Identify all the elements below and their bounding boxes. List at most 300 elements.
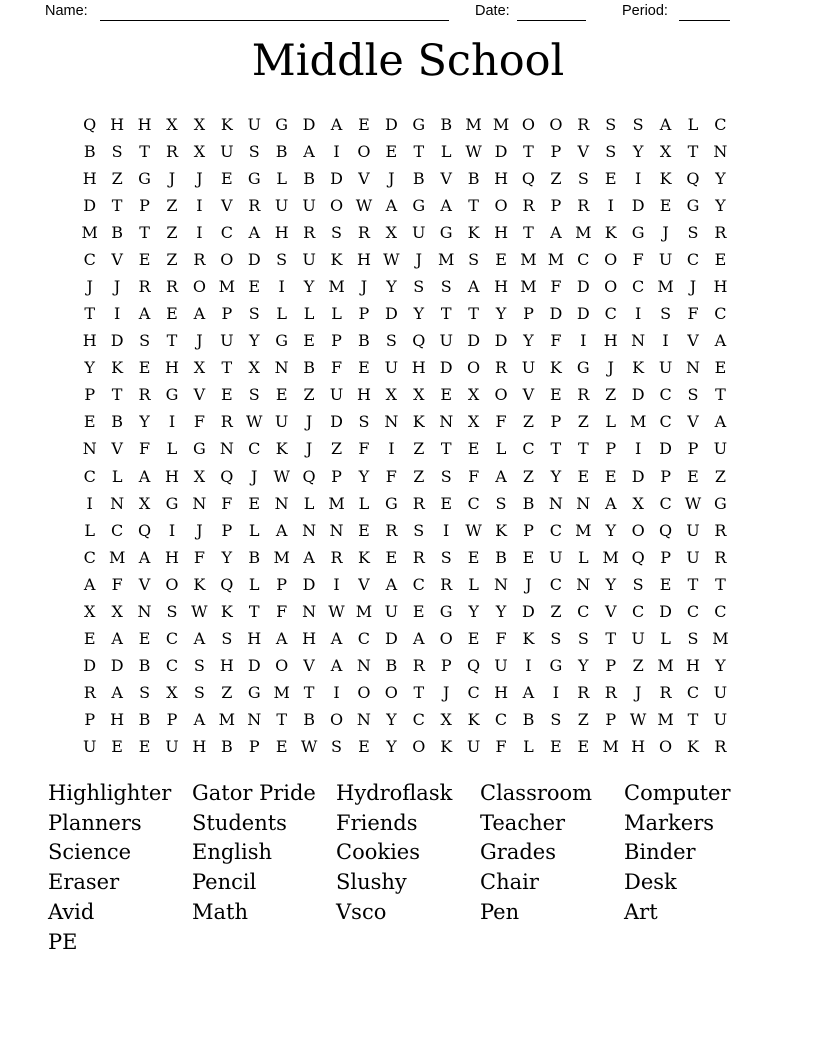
grid-letter-r3-c20: E [604,168,617,188]
grid-letter-r11-c7: S [248,385,260,405]
grid-letter-r6-c11: H [356,249,371,269]
grid-letter-r16-c6: P [221,520,233,540]
grid-letter-r5-c19: M [575,222,592,242]
grid-letter-r10-c22: U [658,358,673,378]
grid-letter-r15-c4: G [165,493,179,513]
grid-letter-r2-c11: O [357,141,371,161]
grid-letter-r20-c10: A [330,629,343,649]
grid-letter-r4-c24: Y [715,195,726,215]
grid-letter-r5-c24: R [714,222,727,242]
grid-letter-r13-c13: Z [413,439,425,459]
grid-letter-r11-c17: V [522,385,535,405]
grid-letter-r2-c13: T [413,141,425,161]
grid-letter-r18-c16: N [494,574,509,594]
grid-letter-r6-c19: C [577,249,590,269]
grid-letter-r4-c20: I [607,195,614,215]
grid-letter-r8-c19: D [576,304,590,324]
grid-letter-r10-c17: U [521,358,536,378]
word-item: Eraser [48,870,120,895]
grid-letter-r13-c22: D [659,439,672,459]
grid-letter-r15-c1: I [86,493,93,513]
grid-letter-r13-c16: L [495,439,507,459]
grid-letter-r12-c23: V [687,412,699,432]
grid-letter-r20-c24: M [712,629,729,649]
grid-letter-r2-c18: P [550,141,562,161]
grid-letter-r24-c5: H [192,737,207,757]
grid-letter-r7-c21: C [632,277,645,296]
grid-letter-r17-c6: Y [221,547,233,567]
grid-letter-r7-c9: Y [303,277,315,296]
grid-letter-r17-c21: Q [631,547,645,567]
grid-letter-r8-c13: Y [413,304,425,324]
grid-letter-r2-c24: N [713,141,728,161]
grid-letter-r20-c21: U [631,629,645,649]
grid-letter-r24-c11: E [358,737,370,757]
grid-letter-r11-c15: X [467,385,480,405]
grid-letter-r19-c12: U [384,601,399,621]
grid-letter-r13-c14: T [440,439,452,459]
grid-letter-r18-c13: C [412,574,425,594]
grid-letter-r1-c6: K [220,114,233,134]
grid-letter-r11-c10: U [329,385,344,405]
grid-letter-r9-c7: Y [248,331,260,351]
grid-letter-r20-c5: A [193,629,206,649]
grid-letter-r13-c6: N [219,439,234,459]
grid-letter-r16-c17: P [523,520,534,540]
grid-letter-r8-c20: C [604,304,617,324]
grid-letter-r6-c1: C [83,249,96,269]
grid-letter-r2-c16: D [494,141,508,161]
grid-letter-r4-c14: A [440,195,452,215]
grid-letter-r5-c9: R [303,222,316,242]
grid-letter-r13-c2: V [111,439,123,459]
grid-letter-r23-c24: U [713,710,728,730]
grid-letter-r5-c12: X [385,222,398,242]
grid-letter-r22-c7: G [247,683,261,703]
grid-letter-r12-c10: D [330,412,343,432]
grid-letter-r19-c3: N [137,601,152,621]
grid-letter-r18-c4: O [165,574,179,594]
grid-letter-r16-c1: L [84,520,96,540]
grid-letter-r6-c8: S [276,249,288,269]
grid-letter-r5-c17: T [523,222,534,242]
grid-letter-r6-c12: W [383,249,400,269]
grid-letter-r22-c8: M [273,683,290,703]
grid-letter-r23-c23: T [687,710,699,730]
grid-letter-r13-c4: L [166,439,178,459]
grid-letter-r15-c8: N [274,493,289,513]
grid-letter-r12-c7: W [246,412,263,432]
grid-letter-r10-c19: G [576,358,590,378]
grid-letter-r21-c14: P [440,656,452,676]
grid-letter-r15-c13: R [412,493,425,513]
grid-letter-r7-c23: J [689,277,697,296]
grid-letter-r18-c9: D [302,574,316,594]
grid-letter-r23-c22: M [657,710,674,730]
grid-letter-r3-c17: Q [521,168,536,188]
grid-letter-r12-c17: Z [522,412,535,432]
grid-letter-r1-c10: A [330,114,343,134]
grid-letter-r23-c10: O [329,710,344,730]
grid-letter-r6-c9: U [302,249,316,269]
grid-letter-r4-c13: G [412,195,426,215]
grid-letter-r1-c13: G [412,114,426,134]
grid-letter-r7-c4: R [165,277,178,296]
grid-letter-r5-c11: R [357,222,370,242]
grid-letter-r4-c2: T [111,195,123,215]
grid-letter-r2-c23: T [687,141,699,161]
grid-letter-r4-c7: R [248,195,261,215]
grid-letter-r18-c18: C [549,574,562,594]
grid-letter-r7-c15: A [467,277,480,296]
grid-letter-r15-c14: E [440,493,453,513]
grid-letter-r5-c13: U [412,222,426,242]
grid-letter-r4-c18: P [550,195,562,215]
grid-letter-r24-c3: E [138,737,151,757]
grid-letter-r12-c12: N [384,412,399,432]
grid-letter-r8-c1: T [84,304,96,324]
word-item: Slushy [336,870,407,895]
grid-letter-r2-c9: A [303,141,315,161]
grid-letter-r13-c17: C [522,439,535,459]
grid-letter-r17-c5: F [193,547,205,567]
grid-letter-r2-c8: B [275,141,288,161]
grid-letter-r24-c12: Y [386,737,397,757]
grid-letter-r3-c19: S [577,168,589,188]
grid-letter-r3-c6: E [220,168,233,188]
grid-letter-r8-c16: Y [495,304,507,324]
grid-letter-r19-c1: X [84,601,96,621]
grid-letter-r11-c20: Z [605,385,617,405]
grid-letter-r2-c7: S [248,141,260,161]
grid-letter-r22-c16: H [494,683,509,703]
grid-letter-r19-c5: W [191,601,208,621]
grid-letter-r16-c15: W [465,520,482,540]
grid-letter-r16-c21: O [631,520,645,540]
grid-letter-r22-c14: J [442,683,450,703]
grid-letter-r18-c15: L [468,574,479,594]
grid-letter-r15-c7: E [248,493,261,513]
grid-letter-r20-c2: A [111,629,123,649]
grid-letter-r7-c10: M [328,277,345,296]
grid-letter-r13-c24: U [713,439,728,459]
grid-letter-r6-c5: R [193,249,206,269]
grid-letter-r24-c23: K [687,737,699,757]
grid-letter-r12-c9: J [305,412,313,432]
grid-letter-r19-c13: E [412,601,425,621]
grid-letter-r1-c5: X [193,114,206,134]
grid-letter-r23-c6: M [218,710,236,730]
grid-letter-r21-c4: C [165,656,179,676]
grid-letter-r14-c23: E [687,466,699,486]
grid-letter-r5-c6: C [220,222,233,242]
name-blank-line [100,4,449,21]
grid-letter-r10-c15: O [467,358,481,378]
grid-letter-r21-c3: B [138,656,151,676]
grid-letter-r23-c19: Z [577,710,589,730]
grid-letter-r20-c9: H [302,629,317,649]
grid-letter-r15-c9: L [303,493,315,513]
word-item: Pencil [192,870,257,895]
word-item: Gator Pride [192,781,316,805]
grid-letter-r16-c7: L [248,520,260,540]
grid-letter-r16-c19: M [575,520,592,540]
grid-letter-r12-c4: I [168,412,176,432]
grid-letter-r17-c1: C [83,547,96,567]
grid-letter-r13-c8: K [275,439,288,459]
word-search-grid [76,111,734,761]
grid-letter-r23-c3: B [138,710,151,730]
grid-letter-r24-c7: P [248,737,260,757]
grid-letter-r4-c22: E [659,195,672,215]
grid-letter-r12-c11: S [358,412,370,432]
grid-letter-r3-c24: Y [715,168,726,188]
grid-letter-r8-c9: L [303,304,315,324]
grid-letter-r11-c24: T [715,385,726,405]
grid-letter-r13-c10: Z [330,439,343,459]
grid-letter-r18-c2: F [111,574,123,594]
grid-letter-r22-c12: O [384,683,398,703]
word-item: Desk [624,870,677,895]
grid-letter-r24-c8: E [275,737,288,757]
grid-letter-r15-c12: G [384,493,398,513]
grid-letter-r17-c4: H [165,547,179,567]
grid-letter-r18-c7: L [248,574,260,594]
grid-letter-r20-c17: K [522,629,535,649]
grid-letter-r5-c2: B [111,222,124,242]
grid-letter-r22-c10: I [333,683,340,703]
grid-letter-r20-c13: A [412,629,425,649]
grid-letter-r16-c9: N [302,520,317,540]
grid-letter-r9-c18: F [550,331,562,351]
grid-letter-r6-c17: M [520,249,537,269]
grid-letter-r22-c3: S [139,683,151,703]
grid-letter-r5-c7: A [248,222,261,242]
grid-letter-r23-c20: P [605,710,617,730]
grid-letter-r7-c16: H [494,277,509,296]
grid-letter-r14-c6: Q [220,466,234,486]
grid-letter-r10-c1: Y [84,358,95,378]
grid-letter-r10-c20: J [607,358,614,378]
grid-letter-r1-c9: D [302,114,316,134]
grid-letter-r3-c13: B [412,168,425,188]
grid-letter-r17-c20: M [602,547,619,567]
grid-letter-r7-c7: E [248,277,261,296]
grid-letter-r1-c19: R [577,114,590,134]
word-item: Teacher [480,810,566,835]
grid-letter-r10-c12: U [384,358,399,378]
grid-letter-r17-c11: K [357,547,370,567]
word-list [48,779,788,957]
grid-letter-r9-c15: D [467,331,481,351]
word-item: Avid [48,899,95,924]
grid-letter-r16-c12: R [385,520,398,540]
grid-letter-r1-c18: O [549,114,563,134]
word-item: Chair [480,870,539,895]
grid-letter-r7-c22: M [657,277,674,296]
grid-letter-r19-c4: S [166,601,178,621]
grid-letter-r10-c18: K [549,358,562,378]
grid-letter-r4-c15: T [468,195,479,215]
grid-letter-r11-c23: S [687,385,699,405]
grid-letter-r7-c6: M [218,277,236,296]
grid-letter-r14-c13: Z [413,466,425,486]
grid-letter-r11-c8: E [275,385,288,405]
grid-letter-r2-c2: S [111,141,123,161]
grid-letter-r23-c16: C [494,710,508,730]
grid-letter-r19-c6: K [220,601,233,621]
grid-letter-r6-c21: F [632,249,644,269]
grid-letter-r2-c12: E [385,141,398,161]
grid-letter-r24-c13: O [412,737,426,757]
grid-letter-r18-c1: A [83,574,96,594]
grid-letter-r24-c22: O [659,737,673,757]
grid-letter-r24-c20: M [602,737,619,757]
grid-letter-r9-c6: U [220,331,234,351]
grid-letter-r10-c13: H [411,358,426,378]
grid-letter-r18-c14: R [440,574,453,594]
grid-letter-r14-c3: A [138,466,151,486]
grid-letter-r24-c15: U [466,737,481,757]
grid-letter-r3-c7: G [247,168,261,188]
grid-letter-r2-c21: Y [632,141,644,161]
grid-letter-r3-c15: B [467,168,480,188]
grid-letter-r8-c23: F [687,304,699,324]
grid-letter-r4-c17: R [522,195,535,215]
grid-letter-r17-c12: E [385,547,398,567]
grid-letter-r1-c7: U [247,114,261,134]
grid-letter-r16-c18: C [549,520,562,540]
grid-letter-r8-c11: P [358,304,370,324]
grid-letter-r13-c1: N [82,439,97,459]
grid-letter-r10-c9: B [303,358,315,378]
grid-letter-r24-c4: U [165,737,179,757]
grid-letter-r2-c20: S [605,141,617,161]
grid-letter-r4-c21: D [631,195,645,215]
grid-letter-r3-c2: Z [111,168,123,188]
grid-letter-r3-c22: K [659,168,672,188]
grid-letter-r22-c15: C [467,683,480,703]
grid-letter-r8-c15: T [468,304,479,324]
grid-letter-r9-c17: Y [523,331,534,351]
grid-letter-r4-c19: R [577,195,590,215]
grid-letter-r24-c2: E [111,737,123,757]
grid-letter-r6-c24: E [714,249,727,269]
grid-letter-r1-c4: X [166,114,178,134]
grid-letter-r17-c18: U [549,547,563,567]
grid-letter-r7-c1: J [86,277,93,296]
word-list-column-1 [48,779,192,957]
grid-letter-r20-c20: T [605,629,617,649]
grid-letter-r13-c18: T [550,439,562,459]
grid-letter-r22-c19: R [577,683,590,703]
grid-letter-r8-c6: P [221,304,233,324]
grid-letter-r1-c23: L [687,114,699,134]
grid-letter-r7-c8: I [278,277,285,296]
grid-letter-r14-c8: W [273,466,290,486]
grid-letter-r21-c8: O [275,656,289,676]
grid-letter-r21-c1: D [83,656,97,676]
grid-letter-r6-c10: K [330,249,343,269]
word-item: Vsco [336,899,387,924]
grid-letter-r19-c19: C [577,601,590,621]
grid-letter-r3-c11: V [358,168,370,188]
grid-letter-r16-c16: K [495,520,508,540]
grid-letter-r4-c6: V [221,195,233,215]
grid-letter-r15-c22: C [659,493,672,513]
grid-letter-r20-c6: S [221,629,233,649]
grid-letter-r22-c20: R [604,683,617,703]
grid-letter-r7-c14: S [440,277,452,296]
grid-letter-r20-c1: E [83,629,96,649]
grid-letter-r11-c21: D [631,385,645,405]
grid-letter-r16-c3: Q [137,520,152,540]
grid-letter-r14-c17: Z [522,466,535,486]
grid-letter-r5-c5: I [196,222,203,242]
grid-letter-r1-c11: E [358,114,370,134]
word-list-column-4 [480,779,624,957]
grid-letter-r15-c2: N [110,493,125,513]
grid-letter-r21-c18: G [549,656,563,676]
grid-letter-r10-c6: T [221,358,233,378]
grid-letter-r11-c1: P [84,385,96,405]
grid-letter-r18-c3: V [138,574,151,594]
grid-letter-r16-c14: I [443,520,450,540]
grid-letter-r11-c4: G [165,385,179,405]
grid-letter-r18-c19: N [576,574,591,594]
grid-letter-r8-c4: E [166,304,178,324]
grid-letter-r13-c20: P [605,439,617,459]
grid-letter-r9-c9: E [303,331,315,351]
grid-letter-r24-c18: E [550,737,562,757]
grid-letter-r1-c24: C [714,114,727,134]
grid-letter-r22-c22: R [659,683,672,703]
grid-letter-r22-c11: O [357,683,371,703]
grid-letter-r6-c15: S [468,249,480,269]
grid-letter-r24-c19: E [577,737,590,757]
grid-letter-r24-c10: S [331,737,342,757]
grid-letter-r17-c22: P [660,547,671,567]
grid-letter-r24-c14: K [440,737,453,757]
grid-letter-r22-c1: R [83,683,96,703]
grid-letter-r17-c9: A [303,547,315,567]
grid-letter-r2-c5: X [193,141,206,161]
grid-letter-r5-c16: H [494,222,509,242]
grid-letter-r18-c6: Q [220,574,234,594]
grid-letter-r23-c1: P [84,710,96,730]
grid-letter-r24-c17: L [523,737,534,757]
grid-letter-r3-c23: Q [686,168,700,188]
grid-letter-r22-c23: C [686,683,700,703]
grid-letter-r4-c23: G [686,195,700,215]
grid-letter-r8-c24: C [714,304,727,324]
grid-letter-r20-c18: S [550,629,562,649]
grid-letter-r1-c16: M [492,114,510,134]
grid-letter-r1-c8: G [275,114,289,134]
grid-letter-r17-c8: M [273,547,290,567]
grid-letter-r8-c21: I [634,304,642,324]
grid-letter-r14-c22: P [660,466,671,486]
grid-letter-r24-c21: H [631,737,646,757]
grid-letter-r9-c24: A [714,331,727,351]
grid-letter-r18-c21: S [632,574,644,594]
date-blank-line [517,4,586,21]
grid-letter-r19-c18: Z [550,601,562,621]
grid-letter-r21-c23: H [686,656,700,676]
grid-letter-r20-c19: S [577,629,589,649]
grid-letter-r10-c16: R [495,358,508,378]
grid-letter-r23-c15: K [467,710,480,730]
